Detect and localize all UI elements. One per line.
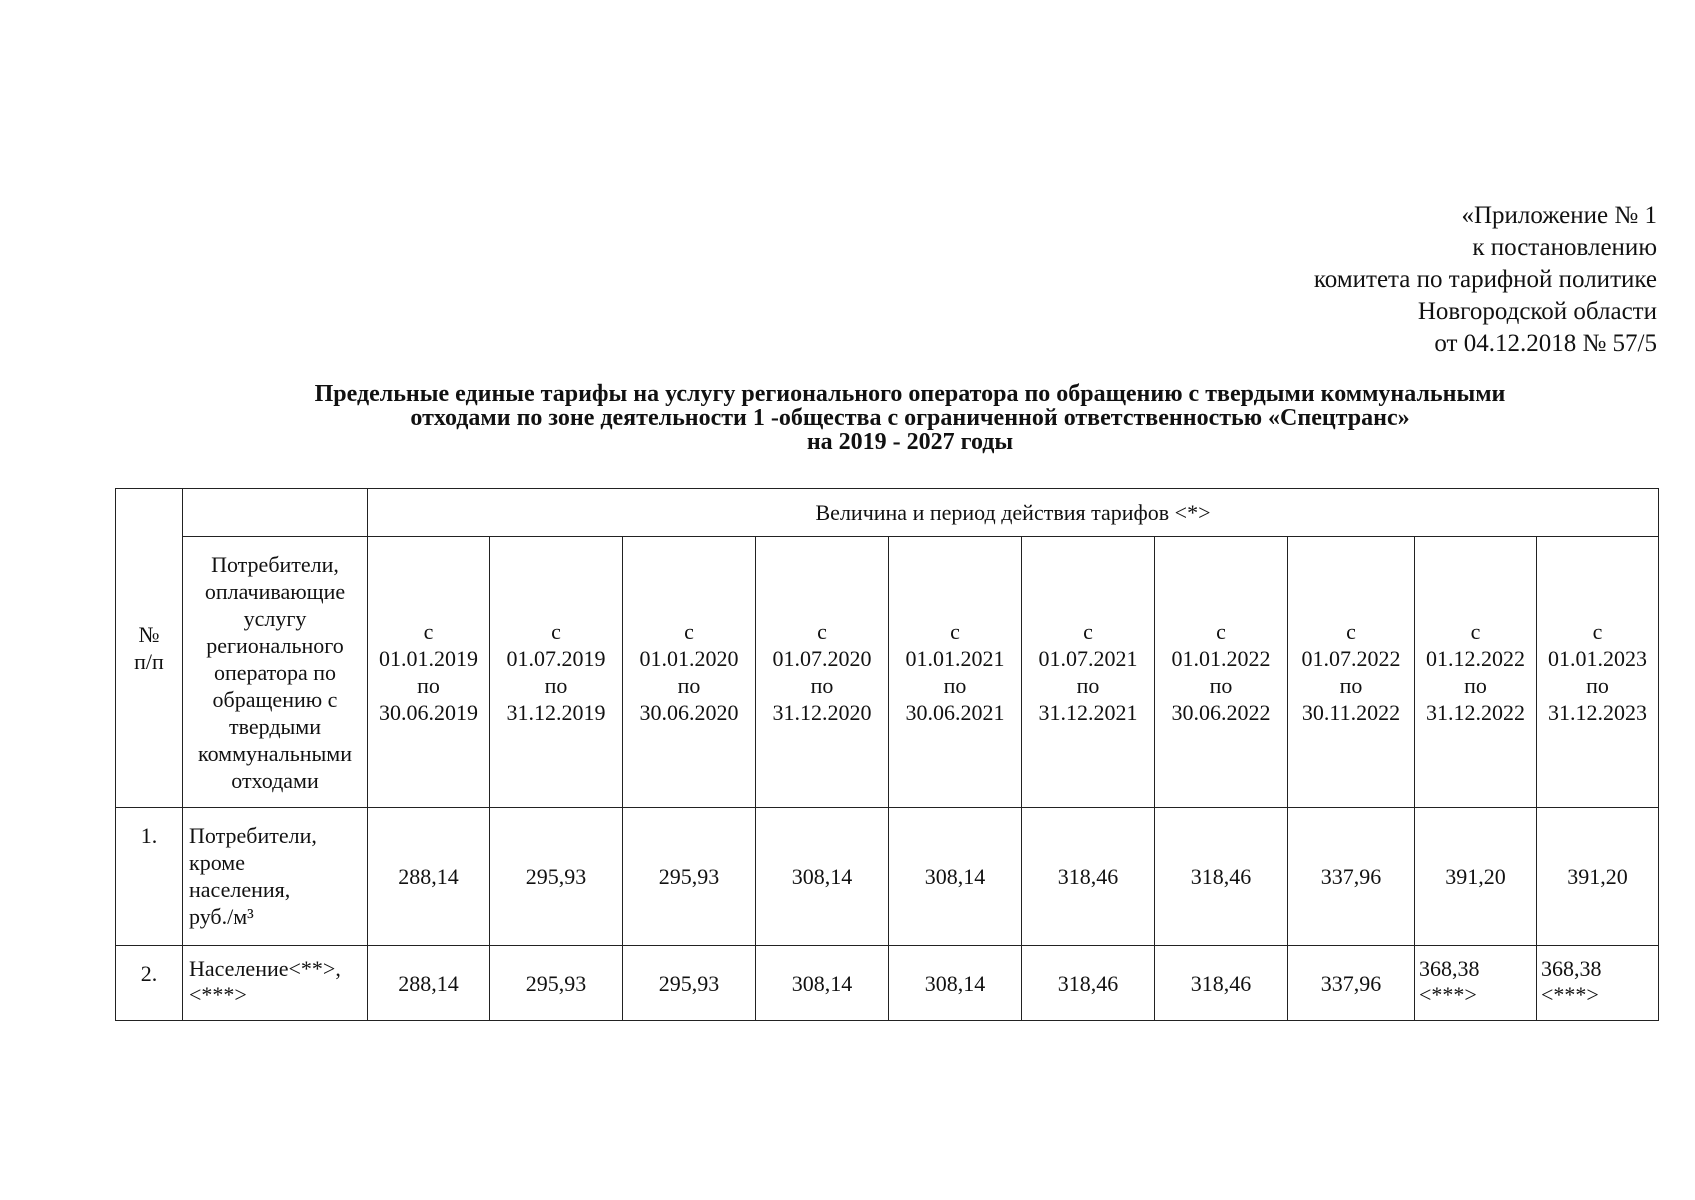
consumers-header-line: коммунальными bbox=[198, 740, 352, 766]
tariff-value: 368,38 bbox=[1541, 956, 1602, 981]
period-cell bbox=[623, 537, 756, 808]
tariff-value: 308,14 bbox=[889, 946, 1022, 1021]
period-to-date: 30.06.2019 bbox=[379, 700, 478, 725]
period-to-date: 30.11.2022 bbox=[1301, 700, 1401, 725]
attachment-header bbox=[1314, 200, 1657, 360]
period-cell bbox=[1537, 537, 1659, 808]
period-from-date: 01.07.2019 bbox=[506, 646, 606, 671]
tariff-value: 295,93 bbox=[623, 946, 756, 1021]
period-from-date: 01.07.2021 bbox=[1038, 646, 1138, 671]
consumers-header-line: оплачивающие bbox=[204, 578, 346, 604]
attachment-line: Новгородской области bbox=[1417, 298, 1657, 325]
period-to-date: 30.06.2021 bbox=[905, 700, 1005, 725]
consumers-header-line: услугу bbox=[243, 605, 307, 631]
tariff-value-with-note bbox=[1537, 946, 1659, 1021]
period-to: по bbox=[1464, 673, 1487, 698]
period-to: по bbox=[417, 673, 440, 698]
period-from: с bbox=[1592, 619, 1603, 644]
tariff-value: 318,46 bbox=[1022, 808, 1155, 946]
period-to-date: 30.06.2022 bbox=[1171, 700, 1271, 725]
num-header-line: № bbox=[138, 622, 160, 647]
period-header: Величина и период действия тарифов <*> bbox=[368, 489, 1659, 537]
period-cell bbox=[368, 537, 490, 808]
tariff-value: 288,14 bbox=[368, 946, 490, 1021]
period-from-date: 01.01.2019 bbox=[379, 646, 478, 671]
tariff-value: 318,46 bbox=[1022, 946, 1155, 1021]
document-title bbox=[150, 382, 1670, 454]
num-header-line: п/п bbox=[134, 649, 164, 674]
attachment-line: «Приложение № 1 bbox=[1461, 202, 1657, 229]
consumers-header-line: обращению с bbox=[212, 686, 338, 712]
period-to-date: 31.12.2021 bbox=[1038, 700, 1138, 725]
period-to-date: 31.12.2019 bbox=[506, 700, 606, 725]
period-from: с bbox=[1083, 619, 1093, 644]
period-to: по bbox=[1209, 673, 1233, 698]
tariff-value: 391,20 bbox=[1415, 808, 1537, 946]
tariff-value: 391,20 bbox=[1537, 808, 1659, 946]
period-from-date: 01.07.2020 bbox=[772, 646, 872, 671]
tariff-value: 337,96 bbox=[1288, 808, 1415, 946]
num-header bbox=[116, 489, 183, 808]
consumers-header-line: регионального bbox=[206, 632, 344, 658]
period-from: с bbox=[817, 619, 827, 644]
row-number: 2. bbox=[116, 946, 183, 1021]
tariff-value: 308,14 bbox=[889, 808, 1022, 946]
period-from: с bbox=[684, 619, 694, 644]
row-consumer-name bbox=[183, 946, 368, 1021]
period-to: по bbox=[1076, 673, 1100, 698]
consumers-header-line: Потребители, bbox=[211, 551, 339, 577]
consumer-name-line: кроме bbox=[189, 850, 245, 875]
title-line: Предельные единые тарифы на услугу регионального оператора по обращению с твердыми коммунальными bbox=[314, 381, 1506, 407]
period-from: с bbox=[1346, 619, 1356, 644]
period-to-date: 31.12.2020 bbox=[772, 700, 872, 725]
period-from-date: 01.01.2022 bbox=[1171, 646, 1271, 671]
table-row bbox=[116, 808, 1659, 946]
period-from: с bbox=[1470, 619, 1481, 644]
consumers-header bbox=[183, 537, 368, 808]
row-consumer-name bbox=[183, 808, 368, 946]
tariff-value-with-note bbox=[1415, 946, 1537, 1021]
period-cell bbox=[1415, 537, 1537, 808]
period-cell bbox=[1155, 537, 1288, 808]
period-from-date: 01.12.2022 bbox=[1426, 646, 1525, 671]
period-cell bbox=[756, 537, 889, 808]
tariff-value: 308,14 bbox=[756, 946, 889, 1021]
tariff-note: <***> bbox=[1541, 982, 1599, 1007]
consumers-header-line: отходами bbox=[231, 767, 319, 793]
period-cell bbox=[1288, 537, 1415, 808]
period-from-date: 01.01.2020 bbox=[639, 646, 739, 671]
period-cell bbox=[1022, 537, 1155, 808]
period-to: по bbox=[1586, 673, 1609, 698]
header-row-main bbox=[116, 537, 1659, 808]
tariff-note: <***> bbox=[1419, 982, 1477, 1007]
title-line: на 2019 - 2027 годы bbox=[806, 429, 1014, 455]
period-to: по bbox=[544, 673, 568, 698]
period-to: по bbox=[1339, 673, 1363, 698]
tariff-value: 318,46 bbox=[1155, 946, 1288, 1021]
header-row-period bbox=[116, 489, 1659, 537]
consumer-name-line: <***> bbox=[189, 982, 247, 1007]
period-cell bbox=[490, 537, 623, 808]
tariff-value: 318,46 bbox=[1155, 808, 1288, 946]
consumer-name-line: Население<**>, bbox=[189, 956, 341, 981]
period-to: по bbox=[677, 673, 701, 698]
table-row bbox=[116, 946, 1659, 1021]
period-from: с bbox=[423, 619, 434, 644]
period-from-date: 01.01.2023 bbox=[1548, 646, 1647, 671]
tariff-value: 288,14 bbox=[368, 808, 490, 946]
period-from-date: 01.07.2022 bbox=[1301, 646, 1401, 671]
empty-header-cell bbox=[183, 489, 368, 537]
tariff-value: 368,38 bbox=[1419, 956, 1480, 981]
period-from: с bbox=[551, 619, 561, 644]
period-from-date: 01.01.2021 bbox=[905, 646, 1005, 671]
tariff-value: 295,93 bbox=[490, 808, 623, 946]
tariff-value: 295,93 bbox=[490, 946, 623, 1021]
period-to: по bbox=[943, 673, 967, 698]
consumers-header-line: оператора по bbox=[213, 659, 337, 685]
consumer-name-line: руб./м³ bbox=[189, 904, 254, 929]
attachment-line: к постановлению bbox=[1472, 234, 1657, 261]
consumers-header-line: твердыми bbox=[228, 713, 322, 739]
period-from: с bbox=[950, 619, 960, 644]
row-number: 1. bbox=[116, 808, 183, 946]
period-cell bbox=[889, 537, 1022, 808]
tariff-value: 308,14 bbox=[756, 808, 889, 946]
period-to-date: 31.12.2022 bbox=[1426, 700, 1525, 725]
tariff-value: 337,96 bbox=[1288, 946, 1415, 1021]
period-to: по bbox=[810, 673, 834, 698]
tariff-table bbox=[115, 488, 1659, 1021]
tariff-value: 295,93 bbox=[623, 808, 756, 946]
consumer-name-line: населения, bbox=[189, 877, 291, 902]
consumer-name-line: Потребители, bbox=[189, 823, 317, 848]
period-to-date: 30.06.2020 bbox=[639, 700, 739, 725]
period-to-date: 31.12.2023 bbox=[1548, 700, 1647, 725]
title-line: отходами по зоне деятельности 1 -общества с ограниченной ответственностью «Спецтранс» bbox=[410, 405, 1410, 431]
attachment-line: от 04.12.2018 № 57/5 bbox=[1434, 330, 1657, 357]
period-from: с bbox=[1216, 619, 1226, 644]
attachment-line: комитета по тарифной политике bbox=[1313, 266, 1657, 293]
